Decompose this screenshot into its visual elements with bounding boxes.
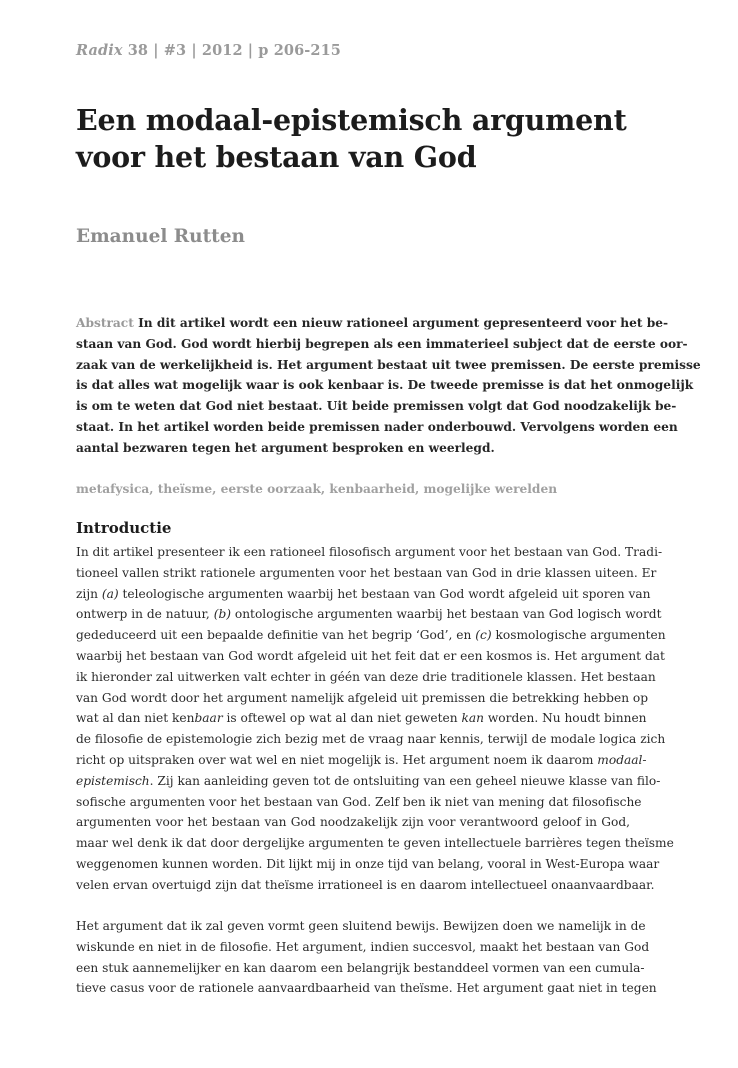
abstract-text: In dit artikel wordt een nieuw rationeel argument gepresenteerd voor het be-	[133, 316, 669, 330]
abstract-line	[76, 313, 669, 334]
abstract-line: is om te weten dat God niet bestaat. Uit beide premissen volgt dat God noodzakelijk be-	[76, 399, 677, 414]
keywords: metafysica, theïsme, eerste oorzaak, kenbaarheid, mogelijke werelden	[76, 482, 558, 496]
body-line	[76, 563, 657, 584]
body-line	[76, 604, 662, 625]
article-title	[76, 102, 636, 176]
author-name: Emanuel Rutten	[76, 226, 245, 247]
body-line	[76, 812, 630, 833]
abstract-line: aantal bezwaren tegen het argument besproken en weerlegd.	[76, 440, 495, 455]
title-line: voor het bestaan van God	[76, 140, 477, 174]
text: richt op uitspraken over wat wel en niet mogelijk is. Het argument noem ik daarom	[76, 752, 598, 767]
body-paragraph	[76, 542, 674, 896]
running-header	[76, 42, 341, 59]
text: ontologische argumenten waarbij het bestaan van God logisch wordt	[231, 607, 662, 622]
text: weggenomen kunnen worden. Dit lijkt mij in onze tijd van belang, vooral in West-Europa waar	[76, 856, 660, 871]
body-line	[76, 708, 647, 729]
emphasis: (c)	[475, 628, 492, 643]
abstract	[76, 313, 701, 459]
emphasis: modaal-	[597, 752, 647, 767]
text: teleologische argumenten waarbij het bestaan van God wordt afgeleid uit sporen van	[118, 586, 651, 601]
text: In dit artikel presenteer ik een rationeel filosofisch argument voor het bestaan van God. Tradi-	[76, 545, 663, 559]
abstract-label: Abstract	[76, 316, 134, 330]
body-line	[76, 584, 651, 605]
body-line	[76, 792, 642, 813]
body-line: wiskunde en niet in de filosofie. Het argument, indien succesvol, maakt het bestaan van God	[76, 939, 650, 954]
emphasis: epistemisch	[76, 773, 150, 788]
abstract-line: staat. In het artikel worden beide premissen nader onderbouwd. Vervolgens worden een	[76, 419, 678, 434]
body-line: tieve casus voor de rationele aanvaardbaarheid van theïsme. Het argument gaat niet in tegen	[76, 981, 657, 996]
text: gededuceerd uit een bepaalde definitie van het begrip ‘God’, en	[76, 628, 476, 643]
text: zijn	[76, 586, 102, 601]
emphasis: (a)	[101, 586, 119, 601]
body-line	[76, 625, 666, 646]
text: argumenten voor het bestaan van God noodzakelijk zijn voor verantwoord geloof in God,	[76, 815, 630, 830]
abstract-line: zaak van de werkelijkheid is. Het argument bestaat uit twee premissen. De eerste premisse	[76, 357, 701, 372]
section-heading: Introductie	[76, 519, 172, 537]
journal-name: Radix	[76, 42, 123, 59]
emphasis: (b)	[213, 607, 231, 622]
body-line	[76, 875, 655, 896]
body-line: Het argument dat ik zal geven vormt geen sluitend bewijs. Bewijzen doen we namelijk in de	[76, 919, 646, 933]
abstract-line: is dat alles wat mogelijk waar is ook kenbaar is. De tweede premisse is dat het onmogelijk	[76, 378, 694, 393]
text: maar wel denk ik dat door dergelijke argumenten te geven intellectuele barrières tegen theïsme	[76, 836, 674, 851]
citation: 38 | #3 | 2012 | p 206-215	[122, 42, 341, 59]
body-line	[76, 688, 649, 709]
text: van God wordt door het argument namelijk afgeleid uit premissen die betrekking hebben op	[76, 690, 649, 705]
emphasis: kan	[461, 711, 484, 726]
body-line	[76, 729, 666, 750]
text: tioneel vallen strikt rationele argumenten voor het bestaan van God in drie klassen uiteen. Er	[76, 565, 657, 580]
body-line: een stuk aannemelijker en kan daarom een belangrijk bestanddeel vormen van een cumula-	[76, 960, 645, 975]
text: velen ervan overtuigd zijn dat theïsme irrationeel is en daarom intellectueel onaanvaardbaar.	[76, 877, 655, 892]
body-paragraph	[76, 916, 657, 999]
text: sofische argumenten voor het bestaan van God. Zelf ben ik niet van mening dat filosofische	[76, 794, 642, 809]
body-line	[76, 542, 663, 563]
text: ontwerp in de natuur,	[76, 607, 214, 622]
text: kosmologische argumenten	[491, 628, 666, 643]
body-line	[76, 646, 665, 667]
title-line: Een modaal-epistemisch argument	[76, 103, 627, 137]
emphasis: baar	[194, 711, 223, 726]
text: worden. Nu houdt binnen	[483, 711, 647, 726]
text: de filosofie de epistemologie zich bezig met de vraag naar kennis, terwijl de modale logica zich	[76, 732, 666, 747]
body-line	[76, 854, 660, 875]
text: is oftewel op wat al dan niet geweten	[222, 711, 462, 726]
body-line	[76, 833, 674, 854]
text: waarbij het bestaan van God wordt afgeleid uit het feit dat er een kosmos is. Het argument dat	[76, 648, 665, 663]
text: wat al dan niet ken	[76, 711, 195, 726]
body-line	[76, 771, 661, 792]
body-line	[76, 750, 647, 771]
abstract-line: staan van God. God wordt hierbij begrepen als een immaterieel subject dat de eerste oor-	[76, 336, 688, 351]
body-line	[76, 667, 656, 688]
text: . Zij kan aanleiding geven tot de ontsluiting van een geheel nieuwe klasse van filo-	[149, 773, 661, 788]
text: ik hieronder zal uitwerken valt echter in géén van deze drie traditionele klassen. Het bestaan	[76, 669, 656, 684]
